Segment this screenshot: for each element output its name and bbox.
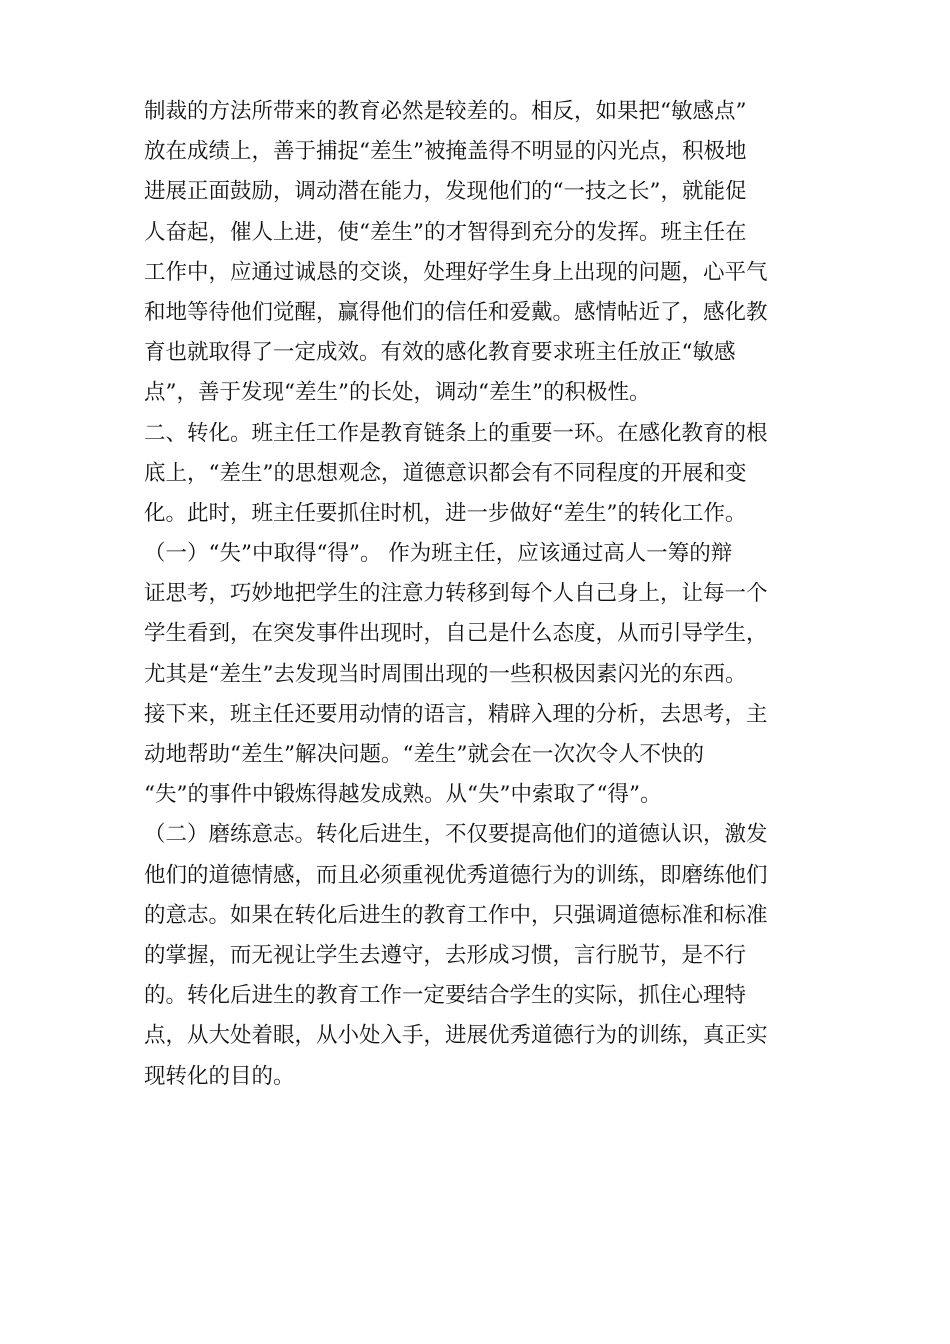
text-line: 动地帮助“差生”解决问题。“差生”就会在一次次令人不快的 xyxy=(144,742,704,767)
text-line: 工作中，应通过诚恳的交谈，处理好学生身上出现的问题，心平气 xyxy=(144,259,768,285)
text-line: 底上，“差生”的思想观念，道德意识都会有不同程度的开展和变 xyxy=(144,460,747,486)
text-line: 点，从大处着眼，从小处入手，进展优秀道德行为的训练，真正实 xyxy=(144,1023,768,1049)
text-line: 进展正面鼓励，调动潜在能力，发现他们的“一技之长”，就能促 xyxy=(144,179,747,205)
text-line: 的。转化后进生的教育工作一定要结合学生的实际，抓住心理特 xyxy=(144,983,747,1009)
text-line: 和地等待他们觉醒，赢得他们的信任和爱戴。感情帖近了，感化教 xyxy=(144,299,768,325)
text-line: 化。此时，班主任要抓住时机，进一步做好“差生”的转化工作。 xyxy=(144,500,747,526)
text-line: 学生看到，在突发事件出现时，自己是什么态度，从而引导学生， xyxy=(144,621,768,647)
text-line: “失”的事件中锻炼得越发成熟。从“失”中索取了“得”。 xyxy=(144,782,662,808)
text-line: 接下来，班主任还要用动情的语言，精辟入理的分析，去思考，主 xyxy=(144,701,768,727)
text-line: 证思考，巧妙地把学生的注意力转移到每个人自己身上，让每一个 xyxy=(144,581,768,607)
text-line: 点”，善于发现“差生”的长处，调动“差生”的积极性。 xyxy=(144,380,651,406)
subsection-heading-line: （一）“失”中取得“得”。 作为班主任，应该通过高人一筹的辩 xyxy=(144,541,733,567)
text-line: 育也就取得了一定成效。有效的感化教育要求班主任放正“敏感 xyxy=(144,340,736,366)
text-line: 现转化的目的。 xyxy=(144,1063,295,1089)
text-line: 尤其是“差生”去发现当时周围出现的一些积极因素闪光的东西。 xyxy=(144,661,747,687)
text-line: 他们的道德情感，而且必须重视优秀道德行为的训练，即磨练他们 xyxy=(144,862,768,888)
text-line: 的意志。如果在转化后进生的教育工作中，只强调道德标准和标准 xyxy=(144,902,768,928)
section-heading-line: 二、转化。班主任工作是教育链条上的重要一环。在感化教育的根 xyxy=(144,420,768,446)
text-line: 的掌握，而无视让学生去遵守，去形成习惯，言行脱节，是不行 xyxy=(144,942,747,968)
text-line: 制裁的方法所带来的教育必然是较差的。相反，如果把“敏感点” xyxy=(144,99,747,124)
text-line: 放在成绩上，善于捕捉“差生”被掩盖得不明显的闪光点，积极地 xyxy=(144,139,747,165)
text-line: 人奋起，催人上进，使“差生”的才智得到充分的发挥。班主任在 xyxy=(144,219,747,245)
document-body xyxy=(144,92,824,1097)
subsection-heading-line: （二）磨练意志。转化后进生，不仅要提高他们的道德认识，激发 xyxy=(144,822,768,848)
